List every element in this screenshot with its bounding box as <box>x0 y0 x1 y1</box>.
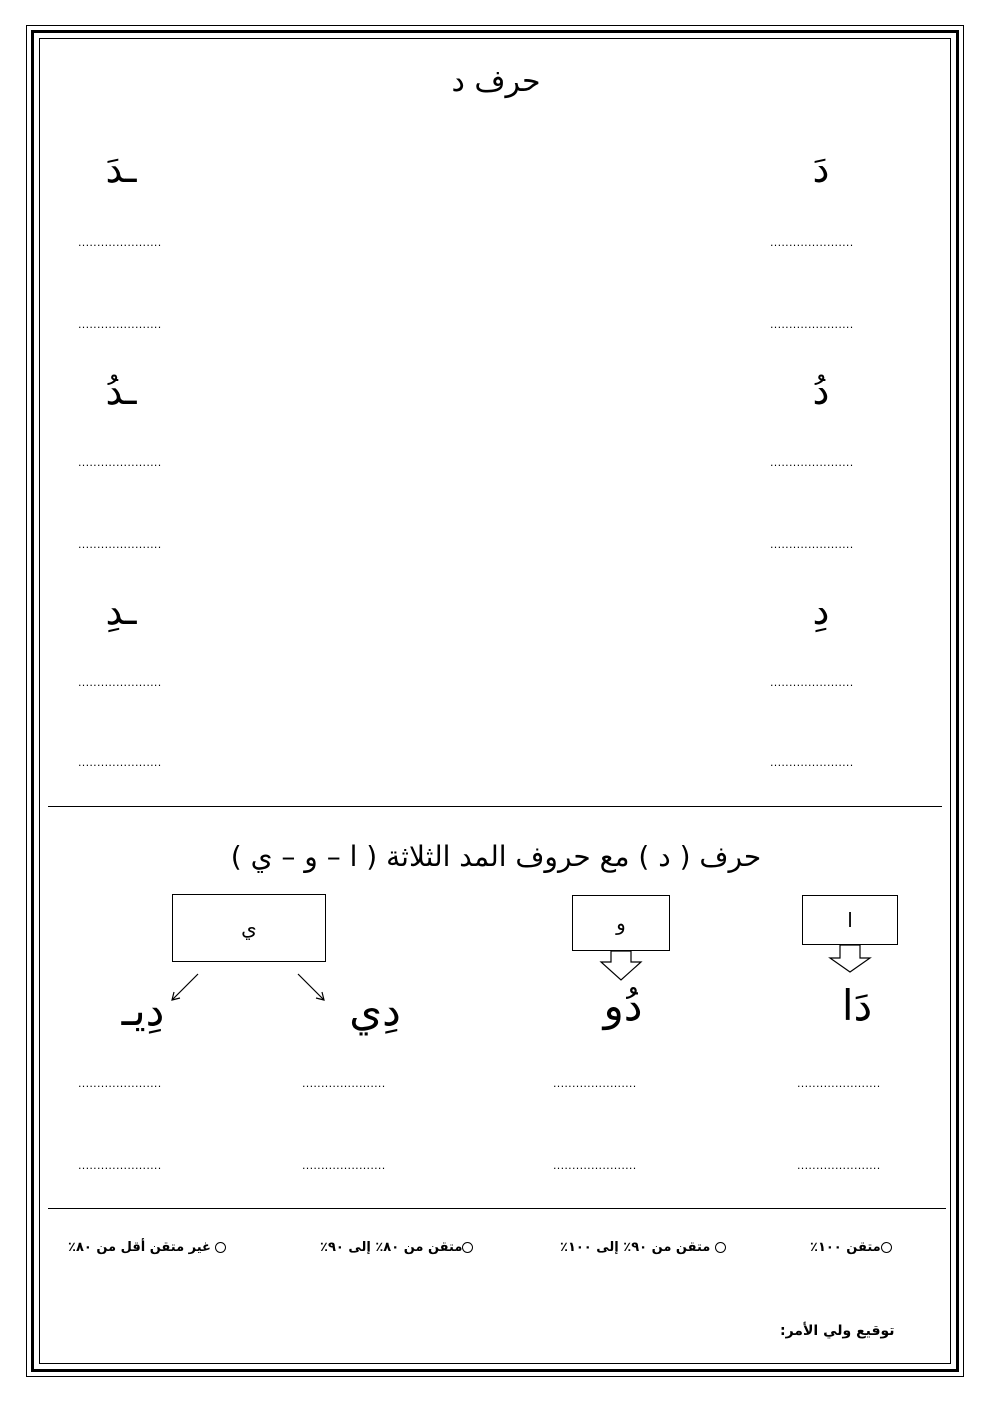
dotted-line: ...................... <box>770 676 854 689</box>
dotted-line: ...................... <box>770 538 854 551</box>
word-du: دُو <box>603 981 643 1030</box>
box-ya: ي <box>172 894 326 962</box>
letter-left-2: ـدُ <box>105 369 137 413</box>
dotted-line: ...................... <box>302 1077 386 1090</box>
dotted-line: ...................... <box>553 1077 637 1090</box>
radio-circle-icon[interactable] <box>462 1242 473 1253</box>
dotted-line: ...................... <box>770 236 854 249</box>
rating-option-below-80[interactable]: غير متقن أقل من ٨٠٪ <box>68 1240 226 1255</box>
dotted-line: ...................... <box>78 1077 162 1090</box>
dotted-line: ...................... <box>78 456 162 469</box>
radio-circle-icon[interactable] <box>215 1242 226 1253</box>
section-divider <box>48 1208 946 1209</box>
dotted-line: ...................... <box>78 756 162 769</box>
dotted-line: ...................... <box>78 318 162 331</box>
dotted-line: ...................... <box>770 318 854 331</box>
dotted-line: ...................... <box>78 538 162 551</box>
dotted-line: ...................... <box>78 1159 162 1172</box>
section2-title: حرف ( د ) مع حروف المد الثلاثة ( ا – و – ي ) <box>230 840 762 873</box>
box-alif: ا <box>802 895 898 945</box>
letter-left-1: ـدَ <box>105 147 137 191</box>
word-di: دِي <box>349 986 401 1035</box>
dotted-line: ...................... <box>770 456 854 469</box>
dotted-line: ...................... <box>553 1159 637 1172</box>
letter-right-1: دَ <box>812 147 830 191</box>
rating-option-100[interactable]: متقن ١٠٠٪ <box>810 1240 892 1255</box>
dotted-line: ...................... <box>770 756 854 769</box>
rating-option-80-90[interactable]: متقن من ٨٠٪ إلى ٩٠٪ <box>320 1240 473 1255</box>
box-waw: و <box>572 895 670 951</box>
down-arrow-icon <box>830 945 870 972</box>
down-arrow-icon <box>601 951 641 980</box>
dotted-line: ...................... <box>78 676 162 689</box>
diagonal-arrow-icon <box>298 974 324 1000</box>
rating-option-90-100[interactable]: متقن من ٩٠٪ إلى ١٠٠٪ <box>560 1240 726 1255</box>
dotted-line: ...................... <box>302 1159 386 1172</box>
page-title: حرف د <box>451 64 541 99</box>
dotted-line: ...................... <box>797 1077 881 1090</box>
word-da: دَا <box>841 981 873 1030</box>
letter-right-3: دِ <box>812 589 830 633</box>
signature-label: توقيع ولي الأمر: <box>780 1323 895 1339</box>
word-di-medial: دِيـ <box>121 986 165 1035</box>
dotted-line: ...................... <box>797 1159 881 1172</box>
letter-left-3: ـدِ <box>105 589 137 633</box>
radio-circle-icon[interactable] <box>881 1242 892 1253</box>
dotted-line: ...................... <box>78 236 162 249</box>
radio-circle-icon[interactable] <box>715 1242 726 1253</box>
letter-right-2: دُ <box>812 369 830 413</box>
